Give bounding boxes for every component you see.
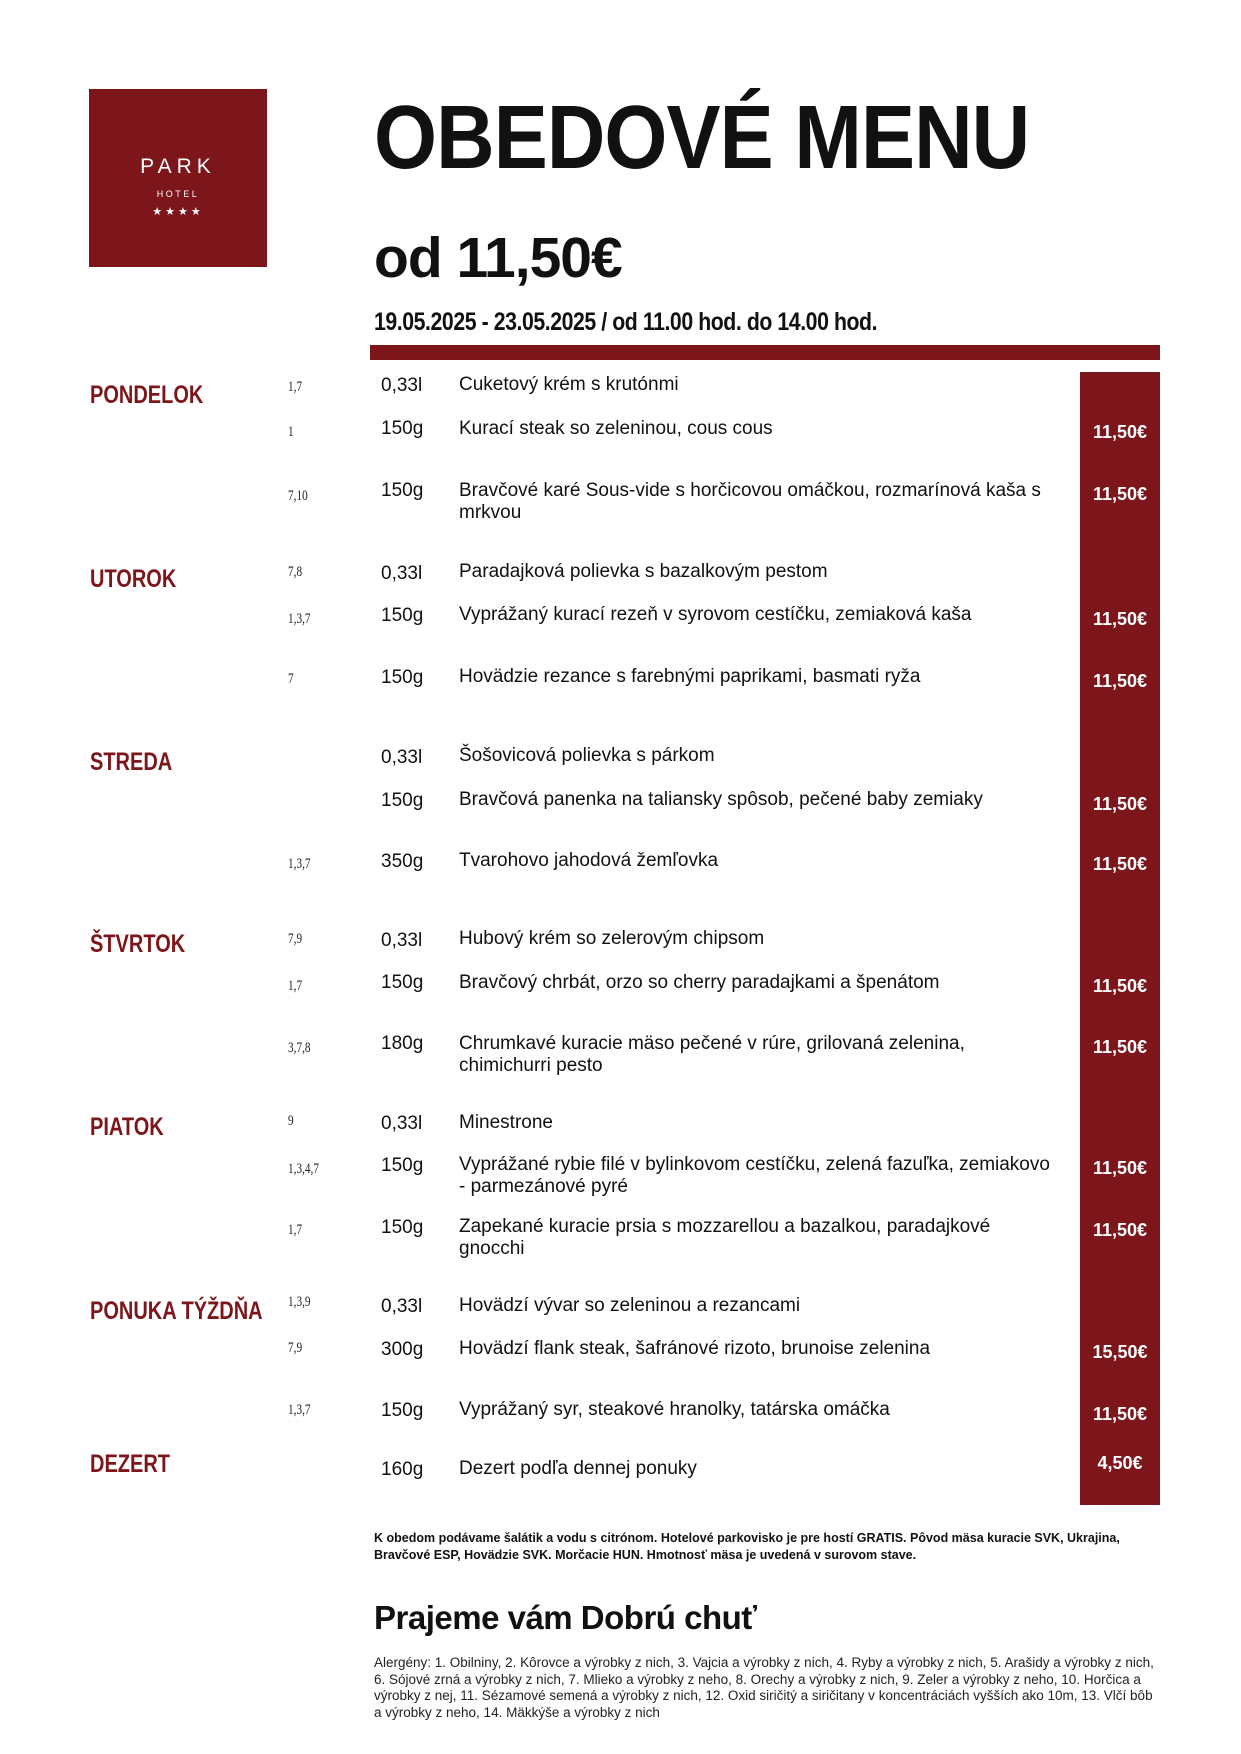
dish-name: Hubový krém so zelerovým chipsom [459, 928, 765, 949]
allergen-codes: 1,7 [288, 379, 303, 395]
item-price: 11,50€ [1092, 671, 1148, 691]
item-quantity: 0,33l [381, 1113, 423, 1134]
item-quantity: 160g [381, 1459, 424, 1480]
allergen-codes: 1,7 [288, 1222, 303, 1238]
dish-name: Vyprážaný syr, steakové hranolky, tatárska omáčka [459, 1399, 890, 1420]
dish-name: Zapekané kuracie prsia s mozzarellou a bazalkou, paradajkové gnocchi [459, 1216, 991, 1259]
day-label-ponuka-tyzdna: PONUKA TÝŽDŇA [90, 1297, 263, 1325]
date-line: 19.05.2025 - 23.05.2025 / od 11.00 hod. do 14.00 hod. [374, 308, 878, 336]
logo-subtitle: HOTEL [156, 189, 200, 199]
item-price: 11,50€ [1092, 1158, 1148, 1178]
item-quantity: 150g [381, 667, 424, 688]
dish-name: Dezert podľa dennej ponuky [459, 1458, 697, 1479]
day-label-piatok: PIATOK [90, 1113, 164, 1141]
dish-name: Bravčové karé Sous-vide s horčicovou omáčkou, rozmarínová kaša s mrkvou [459, 480, 1041, 523]
item-quantity: 0,33l [381, 747, 423, 768]
dish-name: Šošovicová polievka s párkom [459, 745, 715, 766]
dish-name: Hovädzí vývar so zeleninou a rezancami [459, 1295, 801, 1316]
dish-name: Kurací steak so zeleninou, cous cous [459, 418, 773, 439]
item-quantity: 0,33l [381, 563, 423, 584]
item-price: 11,50€ [1092, 1037, 1148, 1057]
item-quantity: 150g [381, 605, 424, 626]
day-label-utorok: UTOROK [90, 565, 177, 593]
day-label-streda: STREDA [90, 748, 173, 776]
price-column-background [1080, 372, 1160, 1505]
item-price: 15,50€ [1092, 1342, 1148, 1362]
park-hotel-logo [89, 89, 267, 267]
item-price: 4,50€ [1097, 1453, 1143, 1473]
item-price: 11,50€ [1092, 422, 1148, 442]
allergen-codes: 7,8 [288, 564, 303, 580]
item-quantity: 0,33l [381, 930, 423, 951]
closing-wish: Prajeme vám Dobrú chuť [374, 1599, 757, 1636]
item-price: 11,50€ [1092, 794, 1148, 814]
allergen-codes: 7 [288, 671, 294, 687]
dish-name: Bravčová panenka na taliansky spôsob, pečené baby zemiaky [459, 789, 983, 810]
item-price: 11,50€ [1092, 1404, 1148, 1424]
day-label-dezert: DEZERT [90, 1450, 170, 1478]
page-title: OBEDOVÉ MENU [374, 88, 1030, 188]
dish-name: Bravčový chrbát, orzo so cherry paradajkami a špenátom [459, 972, 940, 993]
allergen-codes: 9 [288, 1113, 294, 1129]
price-from: od 11,50€ [374, 226, 622, 290]
day-label-pondelok: PONDELOK [90, 381, 204, 409]
item-quantity: 150g [381, 1217, 424, 1238]
allergen-codes: 1 [288, 424, 294, 440]
header-divider [370, 345, 1160, 360]
item-quantity: 150g [381, 418, 424, 439]
dish-name: Hovädzie rezance s farebnými paprikami, basmati ryža [459, 666, 921, 687]
item-price: 11,50€ [1092, 976, 1148, 996]
item-quantity: 150g [381, 1400, 424, 1421]
item-quantity: 150g [381, 1155, 424, 1176]
item-quantity: 180g [381, 1033, 424, 1054]
item-price: 11,50€ [1092, 609, 1148, 629]
dish-name: Cuketový krém s krutónmi [459, 374, 679, 395]
allergen-codes: 1,3,7 [288, 1402, 311, 1418]
dish-name: Tvarohovo jahodová žemľovka [459, 850, 719, 871]
item-price: 11,50€ [1092, 484, 1148, 504]
dish-name: Minestrone [459, 1112, 553, 1133]
allergen-codes: 1,3,9 [288, 1294, 311, 1310]
item-quantity: 0,33l [381, 1296, 423, 1317]
item-quantity: 150g [381, 790, 424, 811]
allergen-codes: 7,10 [288, 488, 308, 504]
allergen-codes: 1,3,7 [288, 611, 311, 627]
dish-name: Paradajková polievka s bazalkovým pestom [459, 561, 828, 582]
item-price: 11,50€ [1092, 854, 1148, 874]
dish-name: Vyprážaný kurací rezeň v syrovom cestíčku, zemiaková kaša [459, 604, 972, 625]
logo-name: PARK [140, 155, 216, 178]
allergen-codes: 1,3,4,7 [288, 1161, 319, 1177]
item-price: 11,50€ [1092, 1220, 1148, 1240]
item-quantity: 0,33l [381, 375, 423, 396]
item-quantity: 150g [381, 972, 424, 993]
allergen-codes: 7,9 [288, 931, 303, 947]
day-label-stvrtok: ŠTVRTOK [90, 930, 186, 958]
dish-name: Hovädzí flank steak, šafránové rizoto, brunoise zelenina [459, 1338, 931, 1359]
allergen-codes: 3,7,8 [288, 1040, 311, 1056]
footer-notes: K obedom podávame šalátik a vodu s citrónom. Hotelové parkovisko je pre hostí GRATIS. Pôvod mäsa kuracie SVK, Ukrajina, Bravčové ESP, Hovädzie SVK. Morčacie HUN. Hmotnosť mäsa je uvedená v surovom stave. [374, 1531, 1120, 1562]
item-quantity: 150g [381, 480, 424, 501]
allergen-codes: 1,3,7 [288, 856, 311, 872]
dish-name: Vyprážané rybie filé v bylinkovom cestíčku, zelená fazuľka, zemiakovo - parmezánové pyré [459, 1154, 1050, 1197]
allergen-codes: 7,9 [288, 1340, 303, 1356]
allergen-codes: 1,7 [288, 978, 303, 994]
allergen-legend: Alergény: 1. Obilniny, 2. Kôrovce a výrobky z nich, 3. Vajcia a výrobky z nich, 4. Ryby a výrobky z nich, 5. Arašidy a výrobky z nich, 6. Sójové zrná a výrobky z nich, 7. Mlieko a výrobky z neho, 8. Orechy a výrobky z nich, 9. Zeler a výrobky z neho, 10. Horčica a výrobky z nej, 11. Sézamové semená a výrobky z nich, 12. Oxid siričitý a siričitany v koncentráciách vyšších ako 10m, 13. Vlčí bôb a výrobky z neho, 14. Mäkkýše a výrobky z nich [374, 1655, 1154, 1720]
item-quantity: 300g [381, 1339, 424, 1360]
item-quantity: 350g [381, 851, 424, 872]
logo-stars: ★★★★ [152, 206, 204, 218]
dish-name: Chrumkavé kuracie mäso pečené v rúre, grilovaná zelenina, chimichurri pesto [459, 1033, 965, 1076]
